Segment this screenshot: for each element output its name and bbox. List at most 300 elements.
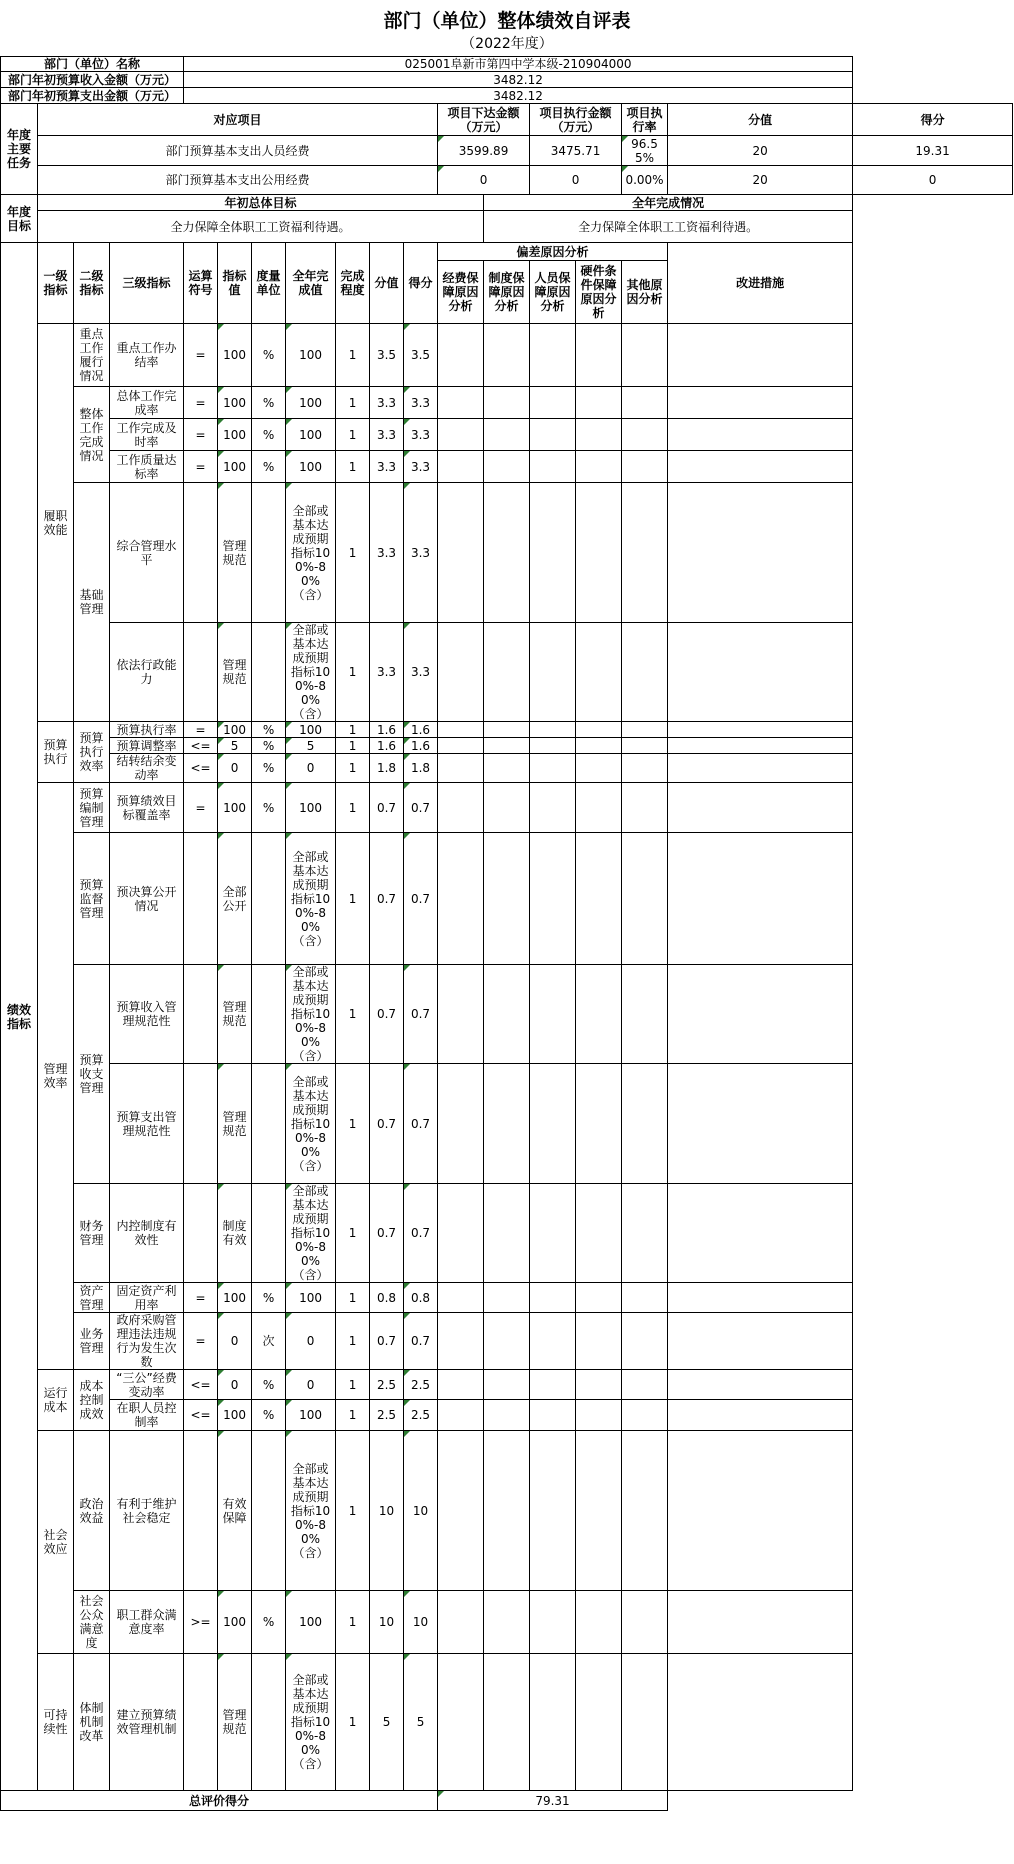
indicator-deg: 1 <box>336 483 370 623</box>
indicator-row <box>1 324 1013 387</box>
indicator-op <box>184 483 218 623</box>
indicator-analysis-cell <box>484 419 530 451</box>
header-staff: 人员保障原因分析 <box>530 261 576 324</box>
indicator-deg: 1 <box>336 419 370 451</box>
indicator-got: 2.5 <box>404 1370 438 1400</box>
header-hw: 硬件条件保障原因分析 <box>576 261 622 324</box>
indicator-deg: 1 <box>336 1400 370 1431</box>
indicator-got: 0.7 <box>404 965 438 1064</box>
indicator-row <box>1 1064 1013 1184</box>
indicator-unit <box>252 1064 286 1184</box>
tasks-header-got: 得分 <box>853 104 1013 136</box>
indicator-analysis-cell <box>484 1370 530 1400</box>
goals-initial-header: 年初总体目标 <box>38 195 484 211</box>
indicator-unit <box>252 1184 286 1283</box>
indicator-l2: 政治效益 <box>74 1431 110 1591</box>
indicator-analysis-cell <box>622 965 668 1064</box>
indicator-score: 1.8 <box>370 754 404 783</box>
indicator-val: 100 <box>218 387 252 419</box>
task-row <box>1 136 1013 166</box>
indicator-analysis-cell <box>622 1184 668 1283</box>
indicator-l3: 依法行政能力 <box>110 623 184 722</box>
indicator-unit: % <box>252 1370 286 1400</box>
indicator-l2: 资产管理 <box>74 1283 110 1313</box>
indicator-analysis-cell <box>484 483 530 623</box>
indicator-analysis-cell <box>438 783 484 833</box>
indicator-op <box>184 1184 218 1283</box>
indicator-done: 全部或基本达成预期指标100%-80%（含） <box>286 833 336 965</box>
goals-label: 年度目标 <box>1 195 38 243</box>
indicator-done: 0 <box>286 1313 336 1370</box>
indicator-l2: 预算收支管理 <box>74 965 110 1184</box>
indicator-l2: 预算执行效率 <box>74 722 110 783</box>
indicator-l2: 预算编制管理 <box>74 783 110 833</box>
income-value: 3482.12 <box>184 72 853 88</box>
indicator-analysis-cell <box>530 623 576 722</box>
indicator-analysis-cell <box>622 1064 668 1184</box>
indicator-l1: 运行成本 <box>38 1370 74 1431</box>
indicator-analysis-cell <box>576 419 622 451</box>
indicator-done: 100 <box>286 324 336 387</box>
indicator-analysis-cell <box>530 451 576 483</box>
task-row <box>1 166 1013 195</box>
indicator-analysis-cell <box>438 451 484 483</box>
indicator-analysis-cell <box>438 1313 484 1370</box>
indicator-got: 0.8 <box>404 1283 438 1313</box>
indicator-row <box>1 722 1013 738</box>
indicator-analysis-cell <box>438 1370 484 1400</box>
indicator-unit: % <box>252 1283 286 1313</box>
indicator-l1: 履职效能 <box>38 324 74 722</box>
indicator-analysis-cell <box>484 1064 530 1184</box>
indicator-op: = <box>184 1283 218 1313</box>
indicator-val: 0 <box>218 1313 252 1370</box>
indicator-unit <box>252 965 286 1064</box>
indicator-analysis-cell <box>576 1064 622 1184</box>
indicator-analysis-cell <box>438 419 484 451</box>
indicator-op: = <box>184 419 218 451</box>
indicator-done: 100 <box>286 451 336 483</box>
indicator-l3: 在职人员控制率 <box>110 1400 184 1431</box>
indicator-analysis-cell <box>530 722 576 738</box>
indicator-score: 3.5 <box>370 324 404 387</box>
indicator-analysis-cell <box>576 1184 622 1283</box>
header-l2: 二级指标 <box>74 243 110 324</box>
indicator-analysis-cell <box>668 1654 853 1791</box>
header-val: 指标值 <box>218 243 252 324</box>
indicator-val: 0 <box>218 1370 252 1400</box>
indicator-analysis-cell <box>622 833 668 965</box>
header-sys: 制度保障原因分析 <box>484 261 530 324</box>
indicator-analysis-cell <box>438 833 484 965</box>
header-improve: 改进措施 <box>668 243 853 324</box>
indicator-analysis-cell <box>530 833 576 965</box>
task-executed: 3475.71 <box>530 136 622 166</box>
indicator-analysis-cell <box>484 387 530 419</box>
indicator-analysis-cell <box>622 1370 668 1400</box>
indicator-row <box>1 1184 1013 1283</box>
indicator-row <box>1 419 1013 451</box>
indicator-done: 0 <box>286 754 336 783</box>
indicator-row <box>1 483 1013 623</box>
indicator-analysis-cell <box>530 738 576 754</box>
indicator-deg: 1 <box>336 1313 370 1370</box>
indicator-analysis-cell <box>576 1654 622 1791</box>
header-score: 分值 <box>370 243 404 324</box>
indicator-op: >= <box>184 1591 218 1654</box>
indicator-analysis-cell <box>484 1313 530 1370</box>
goals-initial-text: 全力保障全体职工工资福利待遇。 <box>38 211 484 243</box>
indicator-l2: 成本控制成效 <box>74 1370 110 1431</box>
indicator-got: 0.7 <box>404 1313 438 1370</box>
indicator-analysis-cell <box>484 1654 530 1791</box>
indicator-analysis-cell <box>576 965 622 1064</box>
indicator-analysis-cell <box>576 738 622 754</box>
indicator-analysis-cell <box>484 1184 530 1283</box>
indicator-analysis-cell <box>530 1184 576 1283</box>
indicator-analysis-cell <box>484 833 530 965</box>
indicator-unit: % <box>252 738 286 754</box>
indicator-analysis-cell <box>438 738 484 754</box>
indicator-analysis-cell <box>530 1591 576 1654</box>
indicator-val: 管理规范 <box>218 1064 252 1184</box>
header-op: 运算符号 <box>184 243 218 324</box>
indicator-score: 3.3 <box>370 387 404 419</box>
indicator-got: 1.6 <box>404 738 438 754</box>
task-allocated: 0 <box>438 166 530 195</box>
indicator-done: 全部或基本达成预期指标100%-80%（含） <box>286 965 336 1064</box>
indicator-score: 0.7 <box>370 833 404 965</box>
indicator-l2: 整体工作完成情况 <box>74 387 110 483</box>
indicator-op: = <box>184 783 218 833</box>
indicator-analysis-cell <box>622 1283 668 1313</box>
indicator-val: 100 <box>218 1283 252 1313</box>
indicator-analysis-cell <box>438 483 484 623</box>
indicator-analysis-cell <box>438 1400 484 1431</box>
indicator-row <box>1 1313 1013 1370</box>
task-got: 0 <box>853 166 1013 195</box>
indicator-analysis-cell <box>530 1283 576 1313</box>
indicator-done: 5 <box>286 738 336 754</box>
indicator-op: <= <box>184 1400 218 1431</box>
indicator-val: 100 <box>218 1591 252 1654</box>
indicator-analysis-cell <box>484 451 530 483</box>
indicator-got: 1.6 <box>404 722 438 738</box>
indicator-unit: % <box>252 387 286 419</box>
indicator-analysis-cell <box>668 754 853 783</box>
indicator-score: 0.7 <box>370 1184 404 1283</box>
indicator-analysis-cell <box>438 1283 484 1313</box>
indicator-row <box>1 783 1013 833</box>
indicator-l3: 预算绩效目标覆盖率 <box>110 783 184 833</box>
tasks-header-project: 对应项目 <box>38 104 438 136</box>
indicator-unit: % <box>252 419 286 451</box>
indicator-unit: % <box>252 1591 286 1654</box>
header-fund: 经费保障原因分析 <box>438 261 484 324</box>
indicator-analysis-cell <box>668 833 853 965</box>
indicator-deg: 1 <box>336 1064 370 1184</box>
indicator-analysis-cell <box>530 1313 576 1370</box>
indicator-l3: 预算调整率 <box>110 738 184 754</box>
indicator-unit: % <box>252 754 286 783</box>
indicator-analysis-cell <box>668 1283 853 1313</box>
indicator-row <box>1 387 1013 419</box>
indicator-analysis-cell <box>438 754 484 783</box>
indicator-analysis-cell <box>438 1654 484 1791</box>
page-title: 部门（单位）整体绩效自评表 <box>383 10 631 32</box>
indicator-got: 3.3 <box>404 419 438 451</box>
indicator-l3: 结转结余变动率 <box>110 754 184 783</box>
indicator-unit: % <box>252 1400 286 1431</box>
expense-label: 部门年初预算支出金额（万元） <box>1 88 184 104</box>
header-done: 全年完成值 <box>286 243 336 324</box>
indicator-got: 10 <box>404 1431 438 1591</box>
indicator-score: 2.5 <box>370 1370 404 1400</box>
indicator-op <box>184 1064 218 1184</box>
indicator-done: 100 <box>286 1591 336 1654</box>
indicator-analysis-cell <box>622 1654 668 1791</box>
indicator-l3: 有利于维护社会稳定 <box>110 1431 184 1591</box>
indicator-analysis-cell <box>576 754 622 783</box>
indicator-got: 1.8 <box>404 754 438 783</box>
indicator-val: 100 <box>218 324 252 387</box>
indicator-op: <= <box>184 738 218 754</box>
indicator-l3: 内控制度有效性 <box>110 1184 184 1283</box>
indicator-analysis-cell <box>484 783 530 833</box>
indicator-deg: 1 <box>336 451 370 483</box>
indicator-done: 100 <box>286 419 336 451</box>
indicator-op <box>184 1431 218 1591</box>
indicator-l1: 社会效应 <box>38 1431 74 1654</box>
indicator-got: 0.7 <box>404 1184 438 1283</box>
indicator-got: 2.5 <box>404 1400 438 1431</box>
indicator-done: 100 <box>286 387 336 419</box>
indicator-l3: 总体工作完成率 <box>110 387 184 419</box>
indicator-row <box>1 1283 1013 1313</box>
indicator-l2: 社会公众满意度 <box>74 1591 110 1654</box>
indicator-done: 全部或基本达成预期指标100%-80%（含） <box>286 483 336 623</box>
indicator-val: 管理规范 <box>218 623 252 722</box>
indicator-row <box>1 754 1013 783</box>
indicator-deg: 1 <box>336 738 370 754</box>
indicator-l2: 业务管理 <box>74 1313 110 1370</box>
dept-name-label: 部门（单位）名称 <box>1 57 184 72</box>
indicator-analysis-cell <box>668 1400 853 1431</box>
indicator-l3: 预算执行率 <box>110 722 184 738</box>
indicator-analysis-cell <box>438 623 484 722</box>
indicator-analysis-cell <box>576 623 622 722</box>
indicator-analysis-cell <box>622 1591 668 1654</box>
tasks-label: 年度主要任务 <box>1 104 38 195</box>
task-score: 20 <box>668 166 853 195</box>
indicator-deg: 1 <box>336 1370 370 1400</box>
indicator-val: 全部公开 <box>218 833 252 965</box>
indicator-done: 100 <box>286 1283 336 1313</box>
indicator-op: = <box>184 451 218 483</box>
indicator-got: 3.3 <box>404 483 438 623</box>
indicator-analysis-cell <box>668 722 853 738</box>
indicator-analysis-cell <box>484 623 530 722</box>
task-rate: 0.00% <box>622 166 668 195</box>
indicator-done: 全部或基本达成预期指标100%-80%（含） <box>286 1064 336 1184</box>
indicator-got: 5 <box>404 1654 438 1791</box>
indicator-deg: 1 <box>336 623 370 722</box>
expense-value: 3482.12 <box>184 88 853 104</box>
goals-final-header: 全年完成情况 <box>484 195 853 211</box>
header-deg: 完成程度 <box>336 243 370 324</box>
indicator-analysis-cell <box>576 1431 622 1591</box>
indicator-analysis-cell <box>576 833 622 965</box>
indicator-op: <= <box>184 754 218 783</box>
indicator-val: 100 <box>218 451 252 483</box>
indicator-op: = <box>184 722 218 738</box>
indicator-l2: 重点工作履行情况 <box>74 324 110 387</box>
indicator-unit <box>252 483 286 623</box>
indicator-row <box>1 1370 1013 1400</box>
indicator-unit <box>252 623 286 722</box>
header-l3: 三级指标 <box>110 243 184 324</box>
indicator-analysis-cell <box>576 1591 622 1654</box>
total-value: 79.31 <box>438 1791 668 1811</box>
indicator-analysis-cell <box>622 754 668 783</box>
indicator-done: 全部或基本达成预期指标100%-80%（含） <box>286 1431 336 1591</box>
indicator-unit <box>252 833 286 965</box>
indicator-val: 5 <box>218 738 252 754</box>
indicator-unit <box>252 1654 286 1791</box>
indicator-score: 0.7 <box>370 783 404 833</box>
evaluation-table <box>0 56 1013 1811</box>
indicator-got: 0.7 <box>404 1064 438 1184</box>
indicator-analysis-cell <box>438 722 484 738</box>
indicator-analysis-cell <box>530 483 576 623</box>
indicator-analysis-cell <box>668 1064 853 1184</box>
indicator-analysis-cell <box>484 1591 530 1654</box>
indicator-l3: “三公”经费变动率 <box>110 1370 184 1400</box>
indicator-analysis-cell <box>576 324 622 387</box>
indicator-analysis-cell <box>668 1431 853 1591</box>
indicator-analysis-cell <box>622 419 668 451</box>
indicator-score: 5 <box>370 1654 404 1791</box>
indicator-val: 有效保障 <box>218 1431 252 1591</box>
indicator-analysis-cell <box>530 1654 576 1791</box>
indicator-analysis-cell <box>576 722 622 738</box>
indicator-val: 管理规范 <box>218 965 252 1064</box>
indicator-analysis-cell <box>438 1431 484 1591</box>
indicator-got: 0.7 <box>404 783 438 833</box>
task-project: 部门预算基本支出公用经费 <box>38 166 438 195</box>
indicator-deg: 1 <box>336 1283 370 1313</box>
indicator-deg: 1 <box>336 833 370 965</box>
indicator-val: 100 <box>218 722 252 738</box>
indicator-analysis-cell <box>576 483 622 623</box>
indicator-l2: 体制机制改革 <box>74 1654 110 1791</box>
indicator-analysis-cell <box>622 623 668 722</box>
indicator-analysis-cell <box>484 1431 530 1591</box>
indicator-deg: 1 <box>336 324 370 387</box>
indicator-unit: % <box>252 783 286 833</box>
task-project: 部门预算基本支出人员经费 <box>38 136 438 166</box>
task-rate: 96.55% <box>622 136 668 166</box>
indicator-analysis-cell <box>622 1431 668 1591</box>
indicator-done: 全部或基本达成预期指标100%-80%（含） <box>286 1184 336 1283</box>
indicator-score: 3.3 <box>370 419 404 451</box>
indicator-got: 3.3 <box>404 387 438 419</box>
indicator-analysis-cell <box>484 1283 530 1313</box>
indicator-deg: 1 <box>336 965 370 1064</box>
header-got: 得分 <box>404 243 438 324</box>
indicator-analysis-cell <box>576 387 622 419</box>
indicator-analysis-cell <box>622 722 668 738</box>
indicator-l2: 财务管理 <box>74 1184 110 1283</box>
indicator-row <box>1 1400 1013 1431</box>
indicator-l2: 预算监督管理 <box>74 833 110 965</box>
indicator-analysis-cell <box>668 419 853 451</box>
indicator-analysis-cell <box>622 738 668 754</box>
indicator-deg: 1 <box>336 1591 370 1654</box>
indicator-analysis-cell <box>576 1400 622 1431</box>
goals-final-text: 全力保障全体职工工资福利待遇。 <box>484 211 853 243</box>
indicator-score: 2.5 <box>370 1400 404 1431</box>
indicator-got: 3.5 <box>404 324 438 387</box>
indicator-analysis-cell <box>576 783 622 833</box>
indicator-l1: 可持续性 <box>38 1654 74 1791</box>
indicator-deg: 1 <box>336 754 370 783</box>
indicator-analysis-cell <box>622 1313 668 1370</box>
indicator-analysis-cell <box>530 1370 576 1400</box>
indicator-l3: 政府采购管理违法违规行为发生次数 <box>110 1313 184 1370</box>
indicator-row <box>1 451 1013 483</box>
indicator-row <box>1 738 1013 754</box>
indicator-analysis-cell <box>484 965 530 1064</box>
indicator-analysis-cell <box>530 419 576 451</box>
indicator-analysis-cell <box>668 623 853 722</box>
indicator-row <box>1 833 1013 965</box>
indicator-analysis-cell <box>668 1591 853 1654</box>
indicator-analysis-cell <box>530 783 576 833</box>
indicator-op <box>184 1654 218 1791</box>
indicator-l2: 基础管理 <box>74 483 110 722</box>
indicator-analysis-cell <box>530 1431 576 1591</box>
indicator-analysis-cell <box>668 783 853 833</box>
indicator-l3: 建立预算绩效管理机制 <box>110 1654 184 1791</box>
indicator-val: 制度有效 <box>218 1184 252 1283</box>
indicator-l3: 预算收入管理规范性 <box>110 965 184 1064</box>
indicator-analysis-cell <box>530 754 576 783</box>
indicator-l3: 预算支出管理规范性 <box>110 1064 184 1184</box>
indicator-analysis-cell <box>668 1184 853 1283</box>
total-label: 总评价得分 <box>1 1791 438 1811</box>
tasks-header-executed: 项目执行金额（万元） <box>530 104 622 136</box>
indicator-unit <box>252 1431 286 1591</box>
indicator-got: 0.7 <box>404 833 438 965</box>
tasks-header-rate: 项目执行率 <box>622 104 668 136</box>
indicator-l3: 重点工作办结率 <box>110 324 184 387</box>
indicator-analysis-cell <box>484 754 530 783</box>
indicator-done: 全部或基本达成预期指标100%-80%（含） <box>286 1654 336 1791</box>
indicator-done: 100 <box>286 783 336 833</box>
indicator-deg: 1 <box>336 1431 370 1591</box>
indicator-analysis-cell <box>622 483 668 623</box>
dept-name-value: 025001阜新市第四中学本级-210904000 <box>184 57 853 72</box>
indicator-deg: 1 <box>336 722 370 738</box>
indicator-analysis-cell <box>530 1064 576 1184</box>
indicator-analysis-cell <box>576 451 622 483</box>
indicator-analysis-cell <box>622 451 668 483</box>
indicator-val: 100 <box>218 783 252 833</box>
indicator-row <box>1 1431 1013 1591</box>
indicator-analysis-cell <box>484 738 530 754</box>
indicator-l3: 固定资产利用率 <box>110 1283 184 1313</box>
